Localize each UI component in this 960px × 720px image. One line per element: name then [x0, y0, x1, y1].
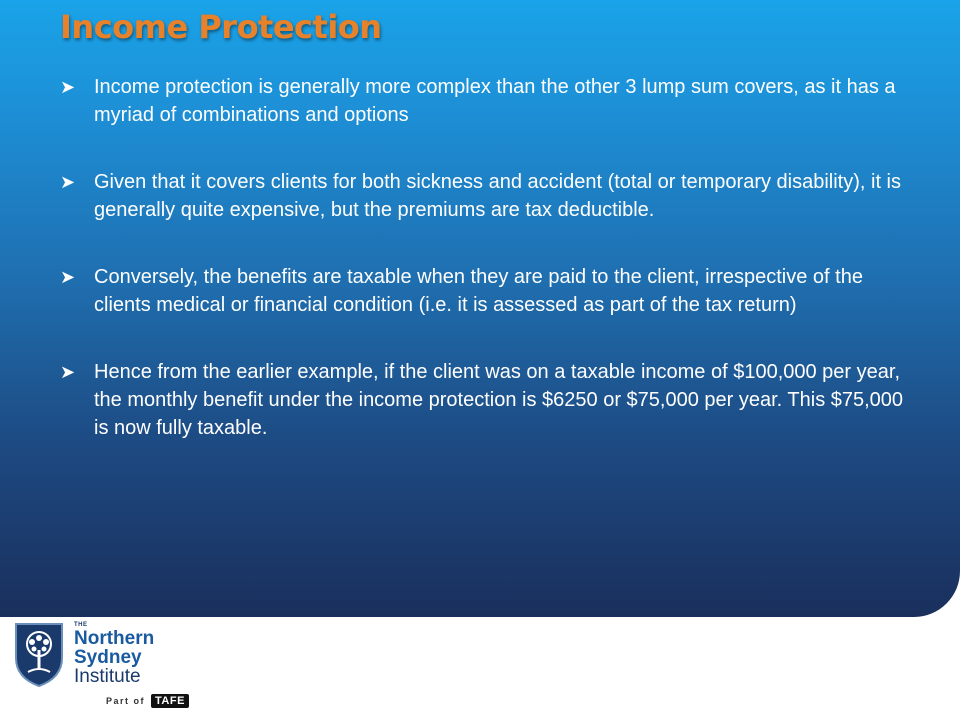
slide-title: Income Protection: [60, 8, 382, 46]
part-of-tafe: [106, 694, 189, 708]
bullet-text: Given that it covers clients for both sickness and accident (total or temporary disability), it is generally quite expensive, but the premiums are tax deductible.: [94, 171, 902, 221]
institute-logo: [74, 622, 154, 686]
arrow-bullet-icon: ➤: [60, 362, 76, 382]
logo-institute: Institute: [74, 666, 141, 687]
bullet-text: Conversely, the benefits are taxable when they are paid to the client, irrespective of the clients medical or financial condition (i.e. it is assessed as part of the tax return): [94, 266, 863, 316]
arrow-bullet-icon: ➤: [60, 267, 76, 287]
bullet-list: [60, 73, 920, 481]
bullet-text: Hence from the earlier example, if the client was on a taxable income of $100,000 per year, the monthly benefit under the income protection is $6250 or $75,000 per year. This $75,000 is now fully taxable.: [94, 361, 904, 439]
logo-northern: Northern: [74, 628, 155, 649]
logo-sydney: Sydney: [74, 647, 142, 668]
bullet-item: [60, 73, 920, 129]
bullet-item: [60, 263, 920, 319]
arrow-bullet-icon: ➤: [60, 77, 76, 97]
bullet-item: [60, 168, 920, 224]
arrow-bullet-icon: ➤: [60, 172, 76, 192]
logo-the: THE: [74, 622, 88, 628]
institute-crest-icon: [12, 620, 66, 688]
bullet-item: [60, 358, 920, 442]
tafe-logo: TAFE: [151, 694, 189, 708]
part-of-label: Part of: [106, 696, 146, 706]
bullet-text: Income protection is generally more complex than the other 3 lump sum covers, as it has a myriad of combinations and options: [94, 76, 896, 126]
